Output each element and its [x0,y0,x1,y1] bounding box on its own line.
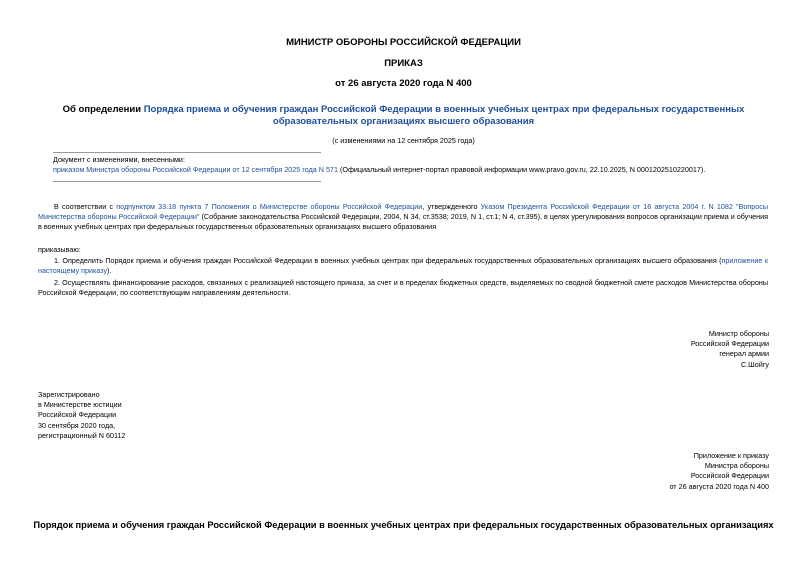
preamble-text-2: , утвержденного [422,202,481,211]
preamble-text-1: В соответствии с [54,202,117,211]
doc-title [38,104,769,128]
changes-heading: Документ с изменениями, внесенными: [53,155,185,164]
appendix-line-3: Российской Федерации [690,471,769,481]
registration-line-2: в Министерстве юстиции [38,400,122,410]
revision-note: (с изменениями на 12 сентября 2025 года) [332,136,475,145]
signature-line-2: Российской Федерации [690,339,769,349]
appendix-title: Порядок приема и обучения граждан Российской Федерации в военных учебных центрах при федеральных государственных образовательных организациях [33,520,774,530]
changes-box [53,155,773,175]
registration-line-4: 30 сентября 2020 года, [38,420,116,430]
signature-block [691,329,769,370]
order-item-1-text: 1. Определить Порядок приема и обучения граждан Российской Федерации в военных учебных центрах при федеральных государственных образовательных организациях высшего образования ( [54,256,722,265]
registration-line-3: Российской Федерации [38,410,117,420]
order-word: приказываю: [38,245,81,254]
appendix-line-1: Приложение к приказу [693,451,769,460]
changes-bottom-rule [53,181,321,182]
doc-type-heading: ПРИКАЗ [384,58,423,69]
doc-title-link[interactable]: Порядка приема и обучения граждан Российской Федерации в военных учебных центрах при федеральных государственных образовательных организациях высшего образования [143,104,745,127]
changes-link[interactable]: приказом Министра обороны Российской Федерации от 12 сентября 2025 года N 571 [53,165,338,175]
registration-block [38,390,125,441]
appendix-header-block [669,451,769,492]
doc-date-heading: от 26 августа 2020 года N 400 [335,78,472,89]
registration-line-1: Зарегистрировано [38,390,100,399]
registration-line-5: регистрационный N 60112 [38,430,126,440]
preamble-text-3: (Собрание законодательства Российской Федерации, 2004, N 34, ст.3538; 2019, N 1, ст.1; N 4, ст.395), в целях урегулирования вопросов организации приема и обучения в военных учебных центрах при федеральных государственных образовательных организациях высшего образования [38,212,768,232]
changes-top-rule [53,152,321,153]
changes-tail: (Официальный интернет-портал правовой информации www.pravo.gov.ru, 22.10.2025, N 0001202510220017). [337,165,706,175]
appendix-line-2: Министра обороны [704,461,769,471]
appendix-line-4: от 26 августа 2020 года N 400 [669,481,769,491]
preamble-paragraph [38,202,768,233]
authority-heading: МИНИСТР ОБОРОНЫ РОССИЙСКОЙ ФЕДЕРАЦИИ [286,37,521,48]
order-item-1 [38,256,768,276]
signature-line-3: генерал армии [719,349,769,359]
doc-title-prefix: Об определении [62,104,144,115]
signature-line-1: Министр обороны [708,329,769,338]
appendix-link[interactable]: приложение к настоящему приказу [38,256,768,276]
preamble-link-2[interactable]: Указом Президента Российской Федерации от 16 августа 2004 г. N 1082 "Вопросы Министерства обороны Российской Федерации" [38,202,769,222]
order-item-1-end: ). [107,266,112,276]
signature-line-4: С.Шойгу [740,359,769,369]
order-item-2: 2. Осуществлять финансирование расходов, связанных с реализацией настоящего приказа, за счет и в пределах бюджетных средств, выделяемых по сводной бюджетной смете расходов Министерства обороны Российской Федерации, по соответствующим направлениям деятельности. [38,278,768,298]
preamble-link-1[interactable]: подпунктом 33.18 пункта 7 Положения о Министерстве обороны Российской Федерации [116,202,423,211]
